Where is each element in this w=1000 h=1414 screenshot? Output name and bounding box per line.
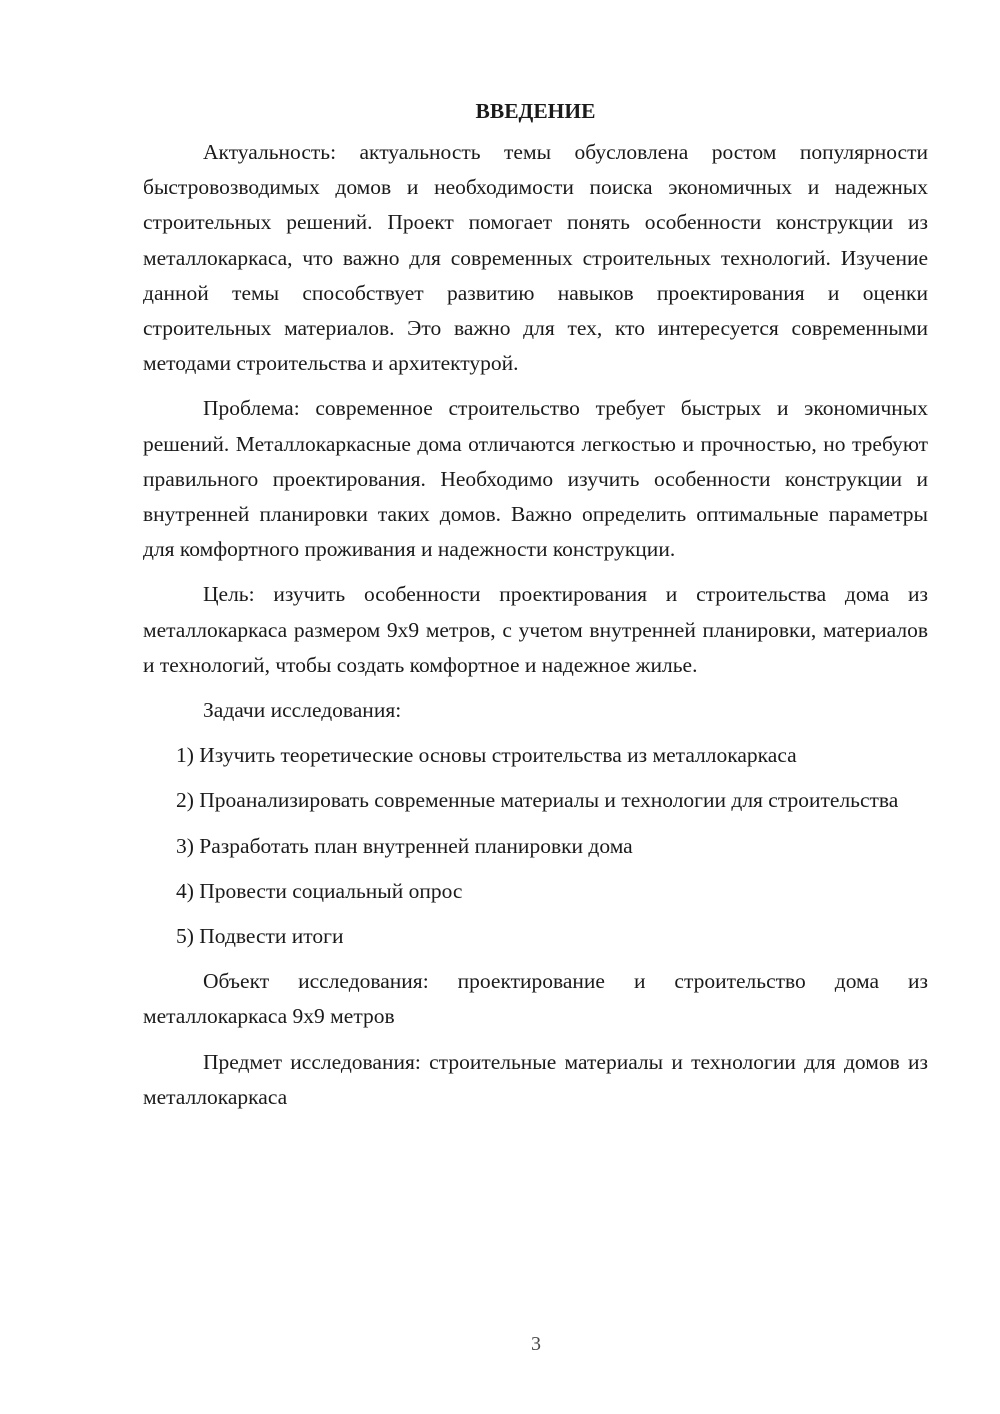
list-item: 3) Разработать план внутренней планировки дома (176, 833, 633, 858)
tasks-heading: Задачи исследования: (203, 698, 402, 723)
paragraph-problem: Проблема: современное строительство требует быстрых и экономичных решений. Металлокаркасные дома отличаются легкостью и прочностью, но требуют правильного проектирования. Необходимо изучить особенности конструкции и внутренней планировки таких домов. Важно определить оптимальные параметры для комфортного проживания и надежности конструкции. (143, 396, 928, 562)
paragraph-subject: Предмет исследования: строительные материалы и технологии для домов из металлокаркаса (143, 1049, 928, 1109)
paragraph-object: Объект исследования: проектирование и строительство дома из металлокаркаса 9х9 метров (143, 969, 928, 1029)
page-title: ВВЕДЕНИЕ (475, 99, 596, 123)
tasks-list (143, 738, 928, 954)
paragraph-relevance: Актуальность: актуальность темы обусловлена ростом популярности быстровозводимых домов и необходимости поиска экономичных и надежных строительных решений. Проект помогает понять особенности конструкции из металлокаркаса, что важно для современных строительных технологий. Изучение данной темы способствует развитию навыков проектирования и оценки строительных материалов. Это важно для тех, кто интересуется современными методами строительства и архитектурой. (143, 140, 928, 376)
list-item: 2) Проанализировать современные материалы и технологии для строительства (176, 788, 899, 813)
paragraph-goal: Цель: изучить особенности проектирования и строительства дома из металлокаркаса размером 9х9 метров, с учетом внутренней планировки, материалов и технологий, чтобы создать комфортное и надежное жилье. (143, 582, 928, 677)
list-item: 4) Провести социальный опрос (176, 878, 463, 903)
list-item: 5) Подвести итоги (176, 924, 344, 949)
page-number: 3 (531, 1333, 541, 1355)
list-item: 1) Изучить теоретические основы строительства из металлокаркаса (176, 743, 797, 768)
document-body (143, 94, 928, 1125)
